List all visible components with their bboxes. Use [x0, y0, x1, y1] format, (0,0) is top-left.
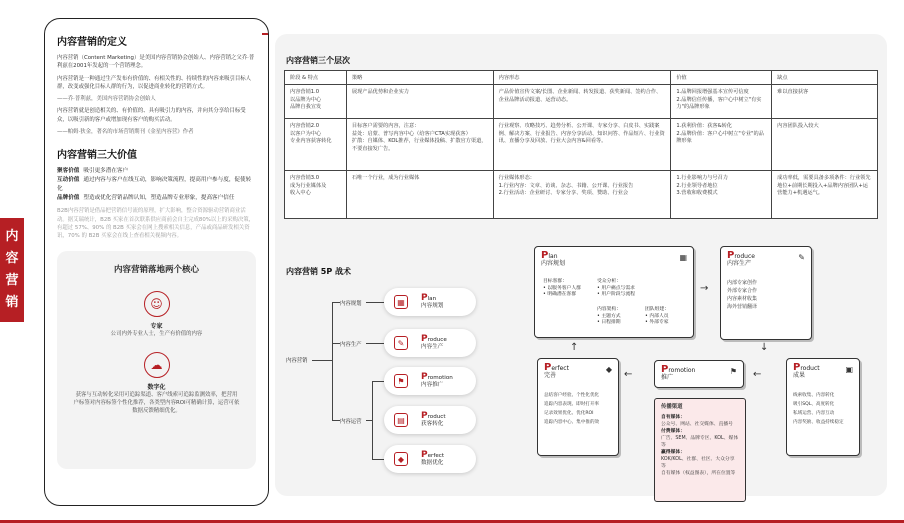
values-title: 内容营销三大价值: [57, 150, 137, 162]
value-text: 塑造或优化营销品牌认知，塑造品牌专业形象，提高客户信任: [83, 195, 235, 202]
definition-paragraph: 内容营销就是创造相关的、有价值的、具有吸引力的内容，并向其分享给目标受众，以吸引新的客户或增加现有客户的购买活动。: [57, 108, 246, 123]
arrow-down-icon: ↓: [760, 342, 769, 353]
card-word: erfect: [551, 365, 569, 372]
channel-value: KOK/KOL、社群、社区、大众分享等 自有媒体（权益图表），所在位置等: [661, 457, 736, 476]
core1-title: 专家: [150, 322, 163, 330]
diamond-icon: ◆: [605, 365, 612, 374]
card-word: roduce: [734, 253, 755, 260]
tree-branch: 内容运营: [340, 419, 362, 425]
arrow-right-icon: →: [700, 283, 709, 294]
side-title: [0, 218, 24, 322]
list-item: 追踪内容中心、集中推的效: [544, 420, 600, 425]
card-initial: P: [793, 362, 801, 373]
value-row: [57, 194, 256, 203]
pill-cn: 内容规划: [421, 302, 444, 309]
pill-initial: P: [421, 449, 428, 460]
channels-title: 传播渠道: [661, 404, 683, 410]
table-cell: 1.获利价值：获客&转化 2.品牌价值：客户心中树立"专业"的品牌形象: [671, 119, 772, 171]
pill-plan: [384, 288, 476, 316]
cube-icon: ▣: [845, 365, 853, 374]
definition-paragraph: 内容营销（Content Marketing）是美国内容营销协会创始人、内容营销之父乔·普利兹在2001年发起的一个营销理念。: [57, 55, 255, 70]
channel-value: 公众号、网站、社交媒体、直播号: [661, 422, 733, 427]
table-cell: 石唯一个行业，成为行业媒体: [346, 171, 493, 219]
card-initial: P: [544, 362, 552, 373]
plan-col: 受众分析： • 用户痛点与需求 • 用户阶段与流程: [597, 279, 635, 297]
value-row: [57, 167, 256, 176]
definition-paragraph: 内容营销是一种通过生产发布有价值的、有相关性的、持续性的内容来吸引目标人群，改变或强化目标人群的行为，以促进商业转化的营销方式。: [57, 75, 252, 90]
edit-icon: ✎: [798, 253, 805, 262]
table-cell: 内容团队投入较大: [772, 119, 878, 171]
side-title-char: 内: [5, 229, 19, 244]
table-header: 策略: [346, 71, 493, 85]
pill-perfect: [384, 445, 476, 473]
card-plan: [534, 246, 694, 338]
tree-connector: [312, 360, 332, 361]
tree-connector: [372, 381, 384, 382]
plan-col: 团队组建： • 内部人员 • 外部专家: [645, 307, 669, 325]
tree-connector: [366, 420, 372, 421]
pill-cn: 内容生产: [421, 343, 444, 350]
definition-quote: ——帕姆·狄金，著名的市场营销期刊《金星内容营》作者: [57, 129, 194, 136]
pill-cn: 数据优化: [421, 459, 444, 466]
table-cell: 内容营销3.0 成为行业媒体及 收入中心: [285, 171, 347, 219]
list-item: 内容奖励、收益持续稳定: [793, 420, 844, 425]
list-item: 海外营销翻译: [727, 304, 758, 310]
table-cell: 行业观察、攻略技巧、趋势分析、公开课、专家分享、白皮书、实践案例、解决方案、行业报告、内容分享活动、知识问答、作品短片、行业资讯、直播分享及回放、行业大会内容&回看等。: [493, 119, 671, 171]
card-cn: 完善: [544, 372, 557, 379]
table-header: 价值: [671, 71, 772, 85]
core1-sub: 公司内外专业人士，生产有价值的内容: [110, 330, 203, 337]
table-header-row: [285, 71, 878, 85]
pill-word: lan: [427, 295, 437, 302]
list-item: 外部专家合作: [727, 288, 758, 294]
plan-col: 目标客群： • 以服务客户人群 • 明确潜在客群: [543, 279, 581, 297]
definition-quote: ——乔·普利兹，美国内容营销协会创始人: [57, 96, 156, 103]
card-initial: P: [727, 250, 735, 261]
tree-root: 内容营销: [286, 358, 308, 364]
channel-key: 付费媒体：: [661, 429, 685, 434]
table-row: [285, 119, 878, 171]
value-text: 通过内容与客户在线互动，影响决策流程，提高用户参与度，促使转化: [57, 177, 252, 193]
list-item: 追踪内容表现、即时打开率: [544, 402, 600, 407]
channel-key: 赢得媒体：: [661, 450, 685, 455]
card-initial: P: [661, 364, 669, 375]
tree-connector: [332, 302, 333, 420]
tree-branch: 内容生产: [340, 342, 362, 348]
side-title-char: 营: [5, 273, 19, 288]
card-word: romotion: [668, 367, 696, 374]
table-row: [285, 85, 878, 119]
list-item: 记录效果优化、优化ROI: [544, 411, 594, 416]
table-cell: 目标客户需要的内容，注意： 益处：启蒙、普写内容中心（给客户CTA实现获客） 扩散：自媒体、KOL推荐，行业媒体投稿、扩散官方渠道，不要直接发广告。: [346, 119, 493, 171]
card-product: [786, 358, 860, 456]
table-cell: 行业媒体形态： 1.行业内容：文章、访谈、杂志、书籍、公开课、行业报告 2.行业活动：企业研讨、专家分享、奖项、赞助、行业会: [493, 171, 671, 219]
calendar-icon: ▦: [679, 253, 687, 262]
table-cell: 内容营销1.0 以品牌为中心 品牌自我宣发: [285, 85, 347, 119]
channel-key: 自有媒体：: [661, 415, 685, 420]
table-cell: 1.行业影响力与号召力 2.行业领导者地位 3.营收和收费模式: [671, 171, 772, 219]
pill-word: romotion: [427, 374, 453, 381]
card-accent: [262, 33, 269, 35]
core2-sub: 获客与互动转化采用可追踪渠道、客户线索可追踪监测效率，把营用户标签对内容标签个性化推荐，各类型内容ROI可精确计算，运营可依数据反馈精细优化。: [73, 391, 240, 414]
side-title-char: 容: [5, 251, 19, 266]
cloud-icon: ☁: [144, 352, 170, 378]
list-item: 线索收集、内容转化: [793, 393, 835, 398]
tag-icon: ⚑: [394, 374, 408, 388]
pill-initial: P: [421, 371, 428, 382]
list-item: 内容素材收集: [727, 296, 758, 302]
table-cell: 成功率低，需要具备多项条件：行业领先地位+前期长期投入+品牌内容团队+运营能力+机遇运气。: [772, 171, 878, 219]
pill-product: [384, 406, 476, 434]
tree-connector: [366, 343, 384, 344]
pill-initial: P: [421, 410, 428, 421]
list-item: 吸引SQL、高度转化: [793, 402, 835, 407]
table-cell: 产品价值宣传文案/长图、企业新闻、转发报道、获奖新闻、签约合作、企业品牌活动报道、运营动态。: [493, 85, 671, 119]
table-cell: 内容营销2.0 以客户为中心 专业内容获客转化: [285, 119, 347, 171]
card-cn: 内容规划: [541, 260, 566, 267]
table-cell: 难以直接获客: [772, 85, 878, 119]
card-perfect: [537, 358, 619, 456]
chart-icon: ▤: [394, 413, 408, 427]
pill-initial: P: [421, 333, 428, 344]
channels-box: [654, 398, 746, 502]
card-cn: 成果: [793, 372, 806, 379]
expert-icon: ☺: [144, 291, 170, 317]
tree-connector: [366, 302, 384, 303]
value-key: 品牌价值: [57, 195, 80, 202]
card-initial: P: [541, 250, 549, 261]
definition-card: [44, 18, 269, 506]
levels-table: [284, 70, 878, 219]
diamond-icon: ◆: [394, 452, 408, 466]
table-header: 内容形态: [493, 71, 671, 85]
card-cn: 推广: [661, 374, 674, 381]
tree-connector: [372, 459, 384, 460]
value-key: 聚客价值: [57, 168, 80, 175]
pill-promotion: [384, 367, 476, 395]
tree-connector: [372, 381, 373, 459]
plan-col: 内容架构： • 主题方式 • 日程排期: [597, 307, 621, 325]
pill-word: erfect: [427, 452, 445, 459]
card-produce: [720, 246, 812, 340]
pill-word: roduct: [427, 413, 446, 420]
tree-connector: [332, 302, 340, 303]
definition-title: 内容营销的定义: [57, 37, 127, 48]
core-title: 内容营销落地两个核心: [113, 264, 199, 275]
side-title-char: 销: [5, 295, 19, 310]
fivep-title: 内容营销 5P 战术: [286, 267, 351, 276]
values-note: B2B内容营销是借品把营销信号流的原理，扩大影响，整合资源驱动营销商业活动。据艾瑞统计，B2B 买家在首次联系供应商前会自主完成80%以上的采购决策，有超过 57%、90% 的 B2B 买家会在网上搜索相关信息，产品或商品研发相关资讯，70% 的 B2B 买家会在线上查看相关视频内容。: [57, 208, 255, 240]
tag-icon: ⚑: [729, 367, 737, 376]
pill-produce: [384, 329, 476, 357]
card-cn: 内容生产: [727, 260, 752, 267]
table-cell: 展现产品优势和企业实力: [346, 85, 493, 119]
arrow-up-icon: ↑: [570, 342, 579, 353]
arrow-left-icon: ←: [624, 369, 633, 380]
core-box: [57, 251, 256, 469]
core2-title: 数字化: [147, 383, 166, 391]
card-word: lan: [548, 253, 558, 260]
tree-branch: 内容规划: [340, 301, 362, 307]
tree-connector: [332, 420, 340, 421]
channel-value: 广告、SEM、品牌专区、KOL、媒体等: [661, 436, 739, 448]
pill-cn: 内容推广: [421, 381, 444, 388]
value-key: 互动价值: [57, 177, 80, 184]
pill-word: roduce: [427, 336, 447, 343]
list-item: 内部专家创作: [727, 280, 758, 286]
card-promotion: [654, 360, 744, 388]
table-cell: 1.品牌回报增强基本宣传可信度 2.品牌信任传播，客户心中树立"有实力"的品牌形象: [671, 85, 772, 119]
levels-title: 内容营销三个层次: [286, 56, 350, 65]
table-header: 阶段 & 特点: [285, 71, 347, 85]
value-row: [57, 176, 256, 194]
calendar-icon: ▦: [394, 295, 408, 309]
table-row: [285, 171, 878, 219]
value-text: 吸引更多潜在客户: [83, 168, 129, 175]
arrow-left-icon: ←: [753, 369, 762, 380]
tree-connector: [332, 343, 340, 344]
pill-initial: P: [421, 292, 428, 303]
card-word: roduct: [800, 365, 820, 372]
table-header: 缺点: [772, 71, 878, 85]
list-item: 总结客户经验、个性化优化: [544, 393, 600, 398]
edit-icon: ✎: [394, 336, 408, 350]
list-item: 私域运营、内容互动: [793, 411, 835, 416]
pill-cn: 获客转化: [421, 420, 444, 427]
